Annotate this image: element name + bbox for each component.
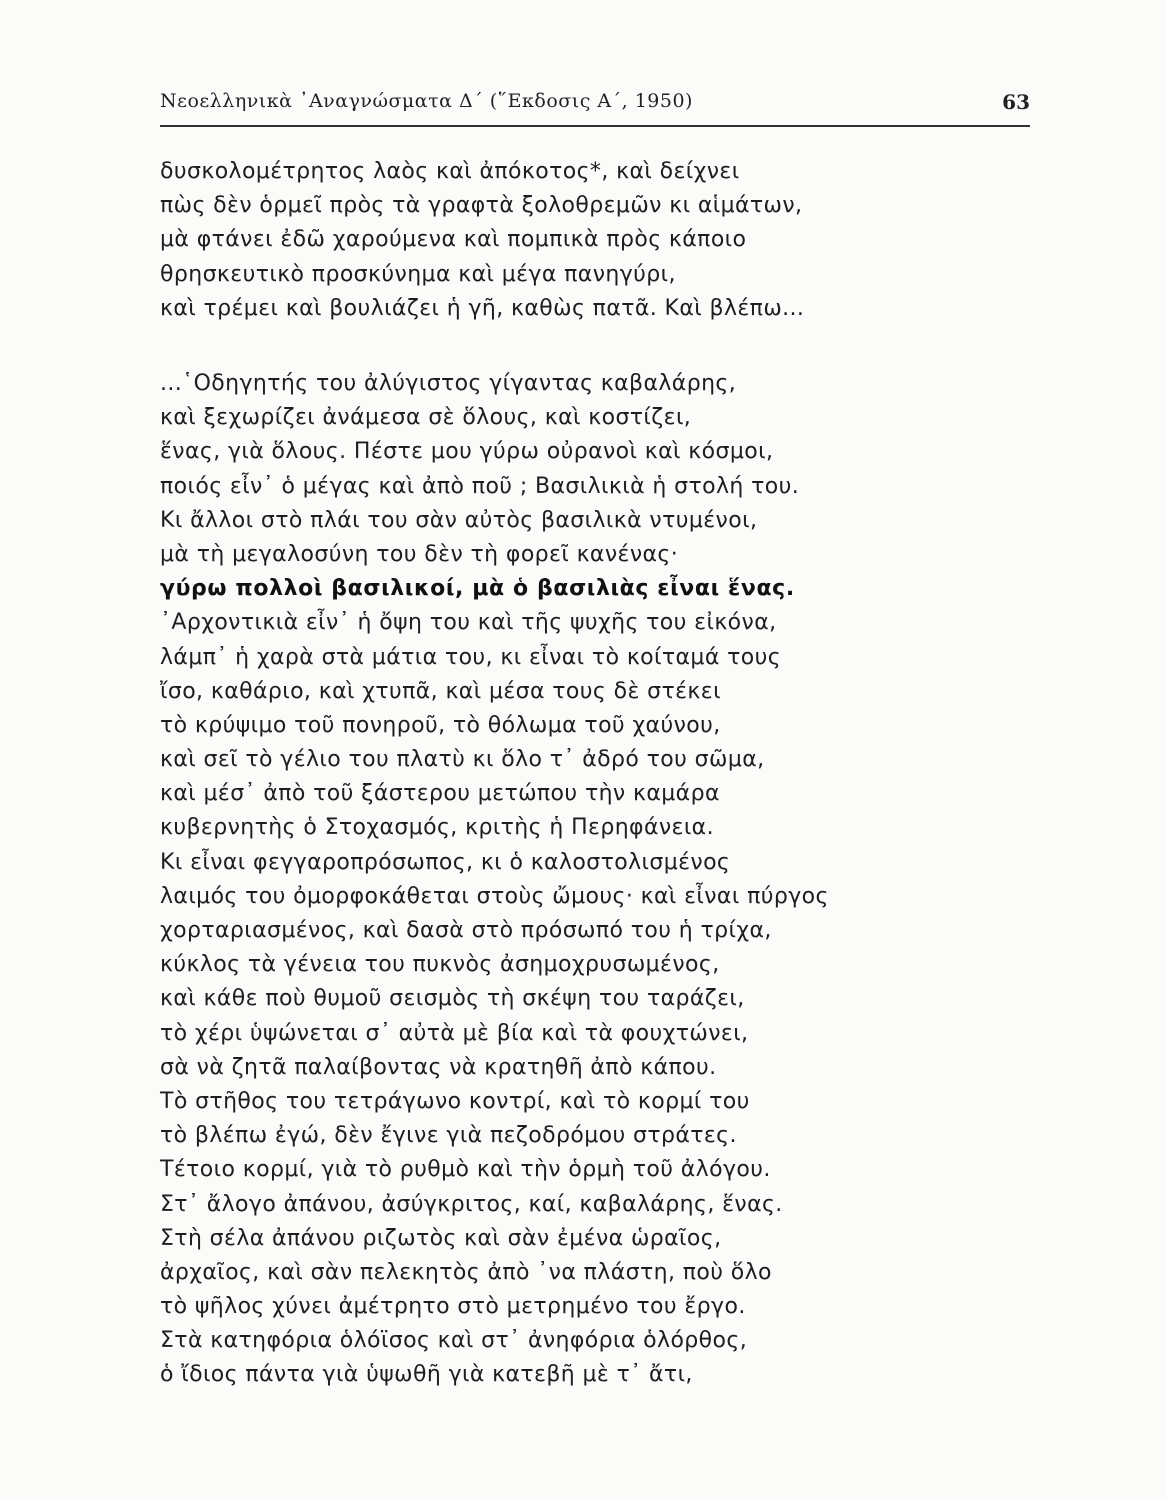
running-title: Νεοελληνικὰ ᾿Αναγνώσματα Δ΄ (῞Εκδοσις Α΄, 1950) (160, 90, 693, 112)
verse-line: κυβερνητὴς ὁ Στοχασμός, κριτὴς ἡ Περηφάνεια. (160, 815, 714, 841)
verse-line: δυσκολομέτρητος λαὸς καὶ ἀπόκοτος*, καὶ δείχνει (160, 159, 740, 184)
verse-line: θρησκευτικὸ προσκύνημα καὶ μέγα πανηγύρι, (160, 261, 676, 287)
verse-line: καὶ τρέμει καὶ βουλιάζει ἡ γῆ, καθὼς πατᾶ. Καὶ βλέπω... (160, 295, 805, 321)
verse-line: καὶ μέσ᾿ ἀπὸ τοῦ ξάστερου μετώπου τὴν καμάρα (160, 781, 720, 807)
verse-line: τὸ βλέπω ἐγώ, δὲν ἔγινε γιὰ πεζοδρόμου στράτες. (160, 1123, 737, 1149)
verse-line: μὰ φτάνει ἐδῶ χαρούμενα καὶ πομπικὰ πρὸς κάποιο (160, 227, 747, 253)
verse-line: λάμπ᾿ ἡ χαρὰ στὰ μάτια του, κι εἶναι τὸ κοίταμά τους (160, 644, 782, 670)
verse-line: τὸ χέρι ὑψώνεται σ᾿ αὐτὰ μὲ βία καὶ τὰ φουχτώνει, (160, 1020, 749, 1046)
verse-line: Τέτοιο κορμί, γιὰ τὸ ρυθμὸ καὶ τὴν ὁρμὴ τοῦ ἀλόγου. (160, 1157, 771, 1183)
verse-line: χορταριασμένος, καὶ δασὰ στὸ πρόσωπό του ἡ τρίχα, (160, 918, 772, 943)
stanza-2 (160, 367, 1060, 1393)
verse-line-emphasized: γύρω πολλοὶ βασιλικοί, μὰ ὁ βασιλιὰς εἶναι ἕνας. (160, 576, 795, 602)
verse-line: σὰ νὰ ζητᾶ παλαίβοντας νὰ κρατηθῆ ἀπὸ κάπου. (160, 1054, 717, 1080)
verse-line: τὸ κρύψιμο τοῦ πονηροῦ, τὸ θόλωμα τοῦ χαύνου, (160, 712, 721, 738)
verse-line: λαιμός του ὀμορφοκάθεται στοὺς ὤμους· καὶ εἶναι πύργος (160, 883, 829, 909)
verse-line: Τὸ στῆθος του τετράγωνο κοντρί, καὶ τὸ κορμί του (160, 1088, 750, 1114)
verse-line: καὶ κάθε ποὺ θυμοῦ σεισμὸς τὴ σκέψη του ταράζει, (160, 986, 745, 1012)
verse-line: ἀρχαῖος, καὶ σὰν πελεκητὸς ἀπὸ ᾿να πλάστη, ποὺ ὅλο (160, 1259, 772, 1285)
verse-line: Κι ἄλλοι στὸ πλάι του σὰν αὐτὸς βασιλικὰ ντυμένοι, (160, 507, 758, 533)
verse-line: ὁ ἴδιος πάντα γιὰ ὑψωθῆ γιὰ κατεβῆ μὲ τ᾿ ἄτι, (160, 1362, 693, 1388)
verse-line: ποιός εἶν᾿ ὁ μέγας καὶ ἀπὸ ποῦ ; Βασιλικιὰ ἡ στολή του. (160, 473, 800, 499)
verse-line: καὶ σεῖ τὸ γέλιο του πλατὺ κι ὅλο τ᾿ ἀδρό του σῶμα, (160, 747, 765, 773)
header-rule (160, 125, 1030, 127)
stanza-1 (160, 155, 1060, 326)
verse-line: ...῾Οδηγητής του ἀλύγιστος γίγαντας καβαλάρης, (160, 371, 737, 396)
verse-line: καὶ ξεχωρίζει ἀνάμεσα σὲ ὅλους, καὶ κοστίζει, (160, 405, 692, 431)
verse-line: ἕνας, γιὰ ὅλους. Πέστε μου γύρω οὐρανοὶ καὶ κόσμοι, (160, 439, 774, 465)
verse-line: Στὰ κατηφόρια ὁλόϊσος καὶ στ᾿ ἀνηφόρια ὁλόρθος, (160, 1328, 748, 1354)
page-number: 63 (1002, 90, 1030, 114)
verse-line: Στὴ σέλα ἀπάνου ριζωτὸς καὶ σὰν ἐμένα ὡραῖος, (160, 1225, 722, 1251)
verse-line: πὼς δὲν ὁρμεῖ πρὸς τὰ γραφτὰ ξολοθρεμῶν κι αἱμάτων, (160, 193, 803, 219)
running-head (160, 90, 1030, 120)
verse-line: ᾿Αρχοντικιὰ εἶν᾿ ἡ ὄψη του καὶ τῆς ψυχῆς του εἰκόνα, (160, 610, 777, 636)
verse-line: κύκλος τὰ γένεια του πυκνὸς ἀσημοχρυσωμένος, (160, 952, 720, 978)
verse-line: ἴσο, καθάριο, καὶ χτυπᾶ, καὶ μέσα τους δὲ στέκει (160, 678, 721, 704)
verse-line: Στ᾿ ἄλογο ἀπάνου, ἀσύγκριτος, καί, καβαλάρης, ἕνας. (160, 1191, 783, 1217)
verse-line: Κι εἶναι φεγγαροπρόσωπος, κι ὁ καλοστολισμένος (160, 849, 731, 875)
verse-line: μὰ τὴ μεγαλοσύνη του δὲν τὴ φορεῖ κανένας· (160, 541, 679, 567)
verse-line: τὸ ψῆλος χύνει ἀμέτρητο στὸ μετρημένο του ἔργο. (160, 1294, 746, 1320)
